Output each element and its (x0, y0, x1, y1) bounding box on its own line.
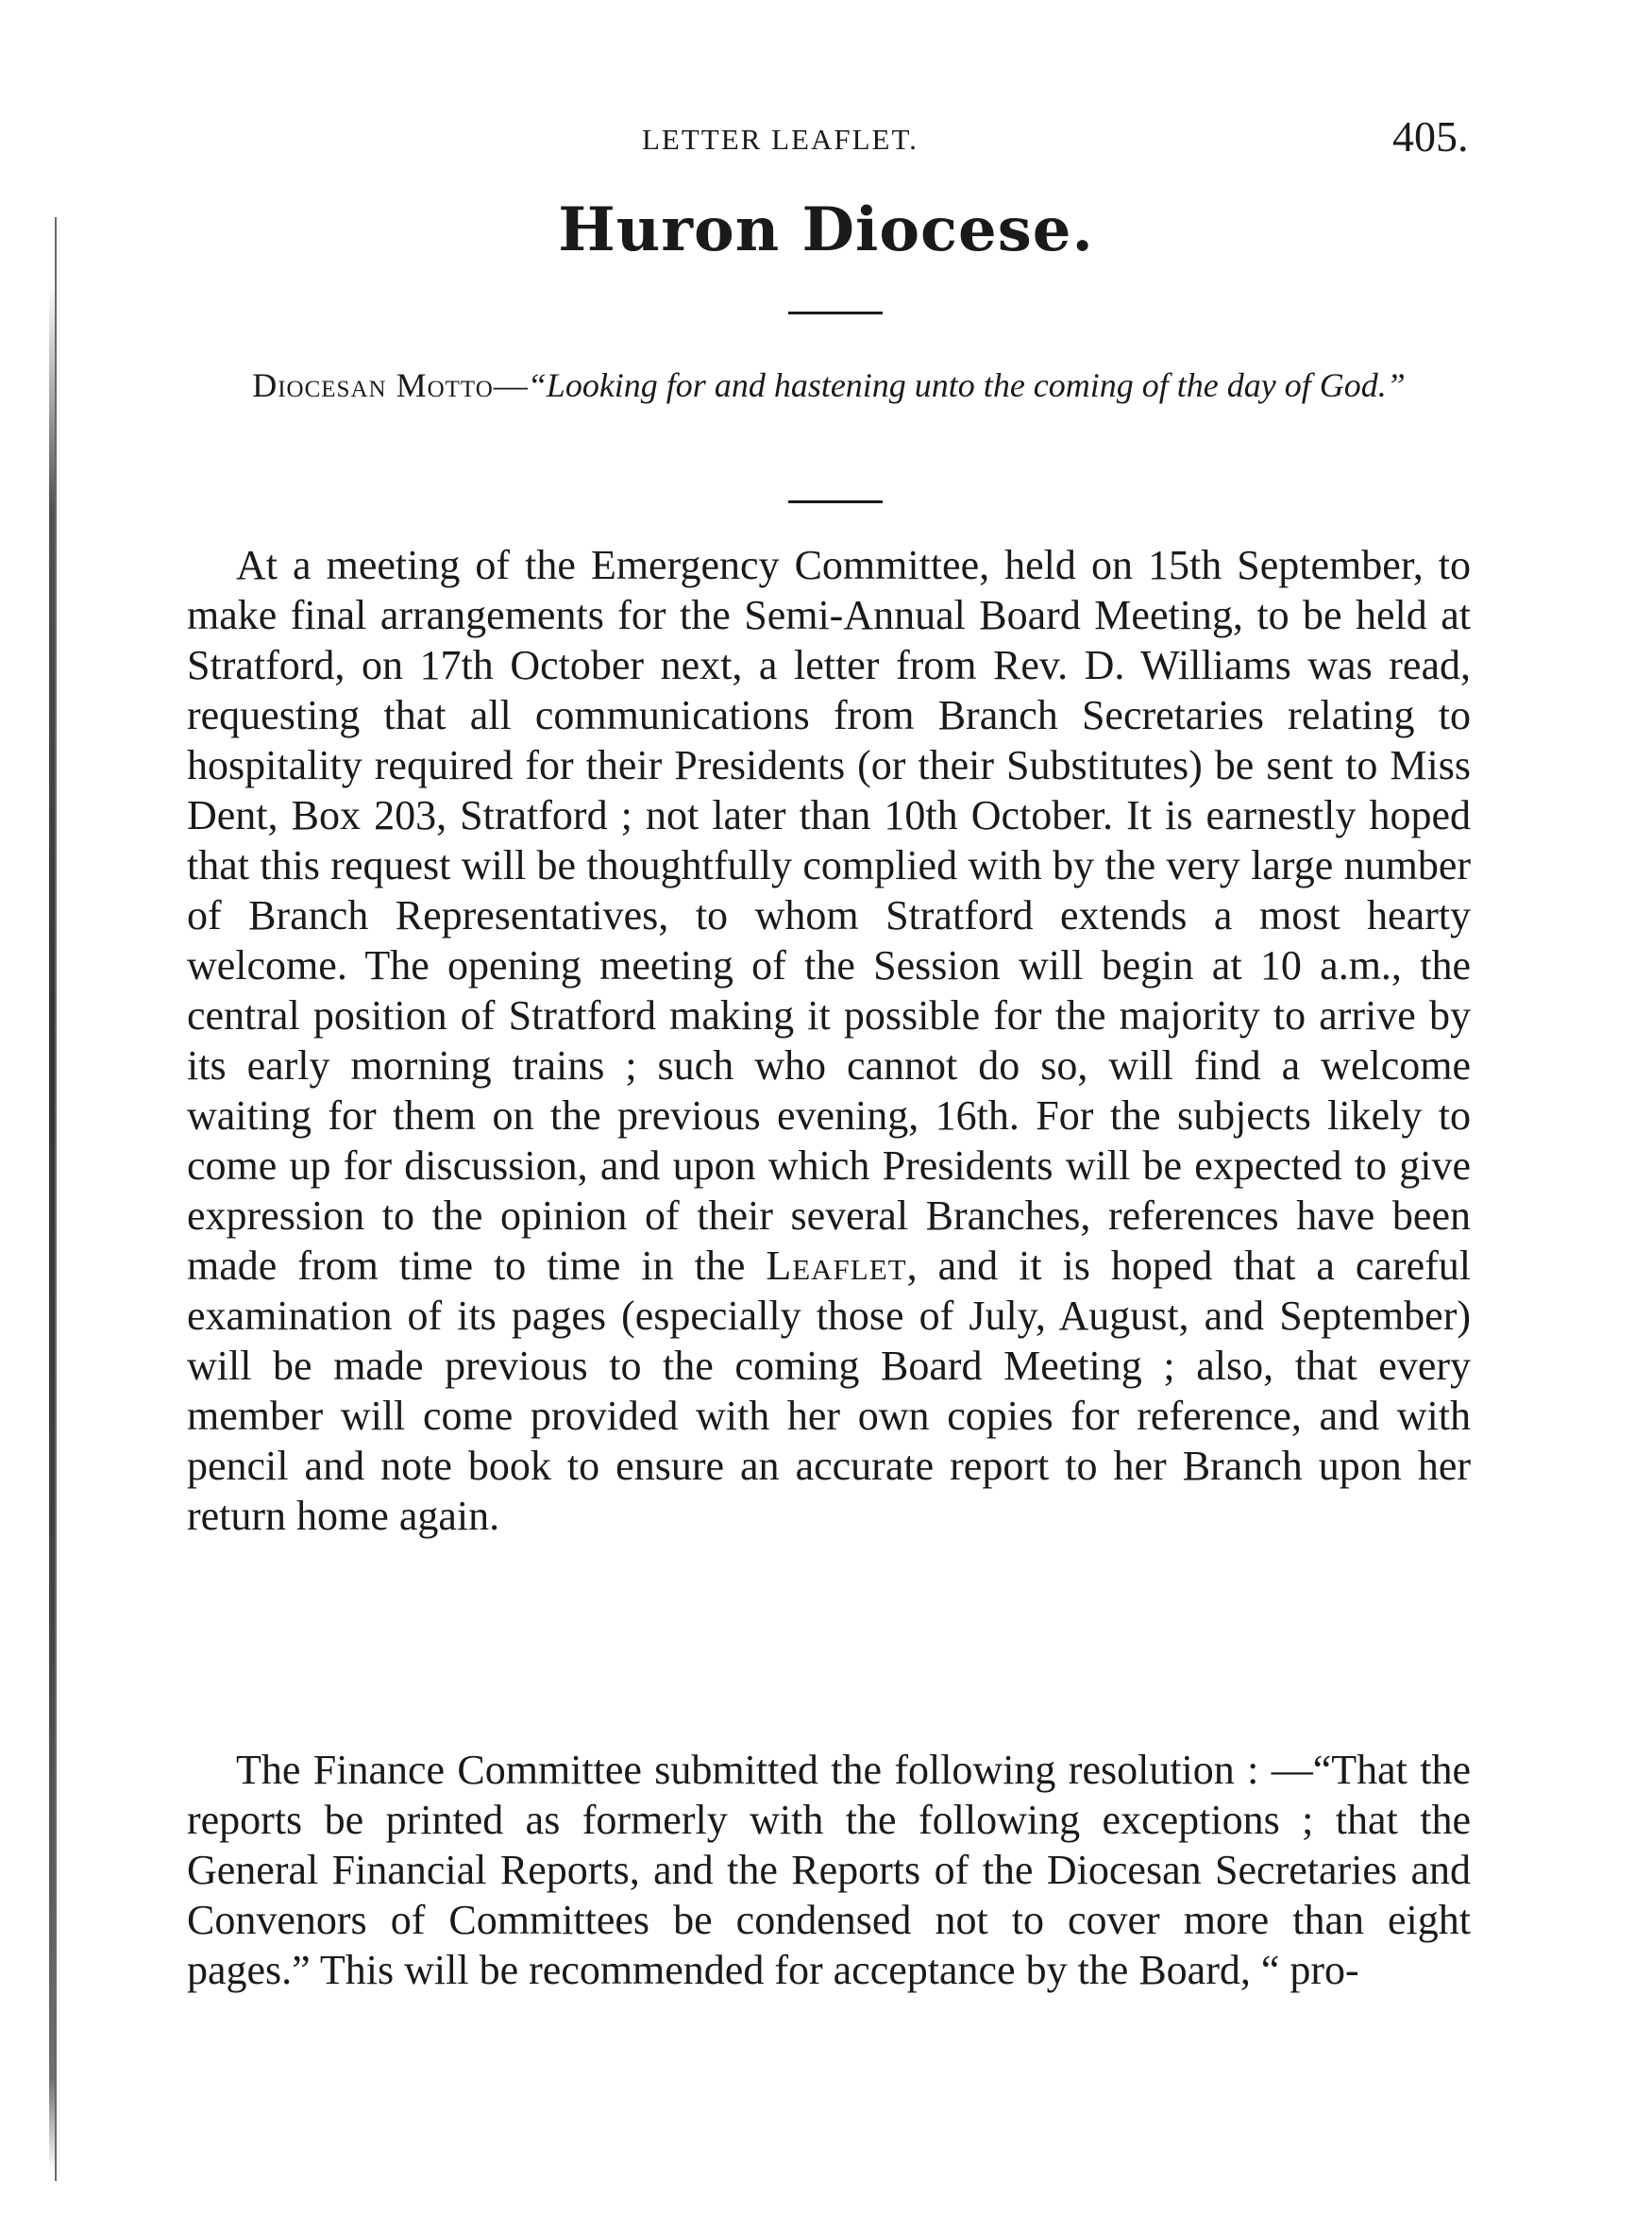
motto-quote: “Looking for and hastening unto the coming of the day of God.” (527, 366, 1406, 404)
motto-dash: — (493, 366, 528, 404)
paragraph-text: , and it is hoped that a careful examination of its pages (especially those of July, August, and September) will be made previous to the coming Board Meeting ; also, that every member will come provided with her own copies for reference, and with pencil and note book to ensure an accurate report to her Branch upon her return home again. (187, 1243, 1471, 1539)
divider-rule (788, 312, 883, 314)
scan-binding-line (55, 217, 57, 2181)
motto-label: Diocesan Motto (252, 366, 494, 404)
page-number: 405. (1392, 112, 1469, 161)
divider-rule (788, 500, 883, 503)
paragraph-finance-committee: The Finance Committee submitted the following resolution : —“That the reports be printed as formerly with the following exceptions ; that the General Financial Reports, and the Reports of the Diocesan Secretaries and Convenors of Committees be condensed not to cover more than eight pages.” This will be recommended for acceptance by the Board, “ pro- (187, 1747, 1471, 1993)
section-title: Huron Diocese. (558, 194, 1094, 265)
running-head: LETTER LEAFLET. (642, 123, 919, 156)
diocesan-motto (187, 361, 1471, 410)
paragraph-emergency-committee (187, 540, 1471, 1541)
paragraph-text: At a meeting of the Emergency Committee, held on 15th September, to make final arrangements for the Semi-Annual Board Meeting, to be held at Stratford, on 17th October next, a letter from Rev. D. Williams was read, requesting that all communications from Branch Secretaries relating to hospitality required for their Presidents (or their Substitutes) be sent to Miss Dent, Box 203, Stratford ; not later than 10th October. It is earnestly hoped that this request will be thoughtfully complied with by the very large number of Branch Representatives, to whom Stratford extends a most hearty welcome. The opening meeting of the Session will begin at 10 a.m., the central position of Stratford making it possible for the majority to arrive by its early morning trains ; such who cannot do so, will find a welcome waiting for them on the previous evening, 16th. For the subjects likely to come up for discussion, and upon which Presidents will be expected to give expression to the opinion of their several Branches, references have been made from time to time in the (187, 542, 1471, 1289)
leaflet-reference: Leaflet (766, 1243, 907, 1289)
